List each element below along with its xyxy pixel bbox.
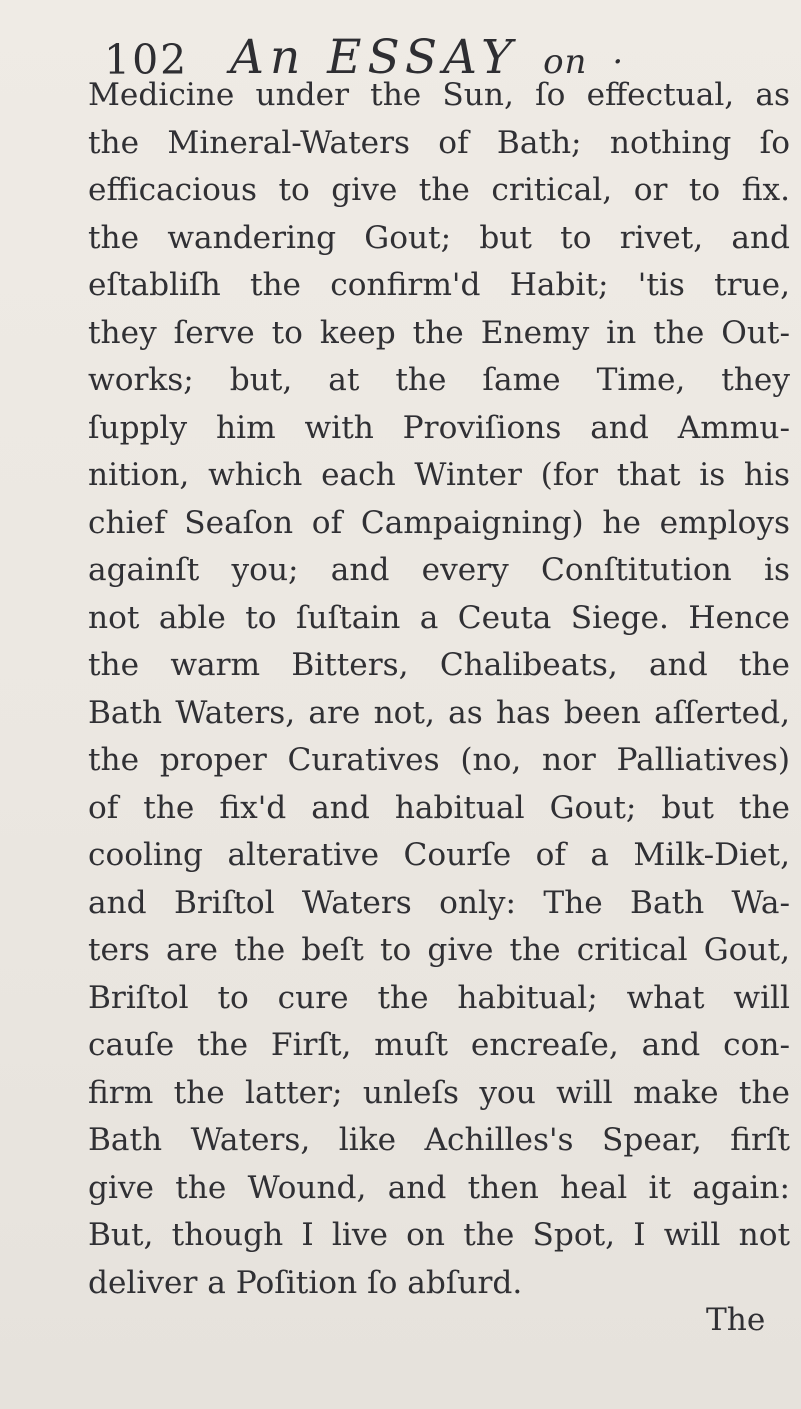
text-line: the warm Bitters, Chalibeats, and the	[88, 647, 790, 683]
text-line: deliver a Poſition ſo abſurd.	[88, 1264, 523, 1301]
text-line: ſupply him with Proviſions and Ammu-	[88, 409, 790, 446]
catchword: The	[706, 1302, 766, 1338]
text-line: Bath Waters, are not, as has been aſſerted,	[88, 694, 790, 731]
text-line: the Mineral-Waters of Bath; nothing ſo	[88, 124, 790, 161]
text-line: firm the latter; unleſs you will make the	[88, 1074, 790, 1111]
text-line: of the fix'd and habitual Gout; but the	[88, 789, 790, 826]
text-line: give the Wound, and then heal it again:	[88, 1169, 790, 1206]
body-text	[88, 72, 790, 1307]
page-number: 102	[104, 36, 189, 84]
text-line: eſtabliſh the confirm'd Habit; 'tis true,	[88, 267, 790, 303]
text-line: ters are the beſt to give the critical Gout,	[88, 932, 790, 968]
text-line: they ſerve to keep the Enemy in the Out-	[88, 314, 790, 351]
text-line: Bath Waters, like Achilles's Spear, firſt	[88, 1122, 790, 1158]
text-line: not able to ſuſtain a Ceuta Siege. Hence	[88, 599, 790, 636]
text-line: efficacious to give the critical, or to fix.	[88, 172, 790, 208]
text-line: the proper Curatives (no, nor Palliatives)	[88, 742, 790, 778]
header-trailing-mark: ·	[612, 42, 625, 82]
running-title-main: An ESSAY	[230, 30, 519, 85]
text-line: and Briſtol Waters only: The Bath Wa-	[88, 884, 790, 921]
text-line: againſt you; and every Conſtitution is	[88, 552, 790, 588]
text-line: But, though I live on the Spot, I will not	[88, 1217, 790, 1253]
text-line: cooling alterative Courſe of a Milk-Diet,	[88, 837, 790, 873]
text-line: the wandering Gout; but to rivet, and	[88, 219, 790, 256]
text-line: chief Seaſon of Campaigning) he employs	[88, 504, 790, 541]
text-line: Medicine under the Sun, ſo effectual, as	[88, 77, 790, 113]
text-line: Briſtol to cure the habitual; what will	[88, 979, 790, 1016]
running-title-suffix: on	[543, 42, 588, 82]
text-line: cauſe the Firſt, muſt encreaſe, and con-	[88, 1027, 790, 1063]
text-line: nition, which each Winter (for that is his	[88, 457, 790, 493]
text-line: works; but, at the ſame Time, they	[88, 362, 790, 398]
